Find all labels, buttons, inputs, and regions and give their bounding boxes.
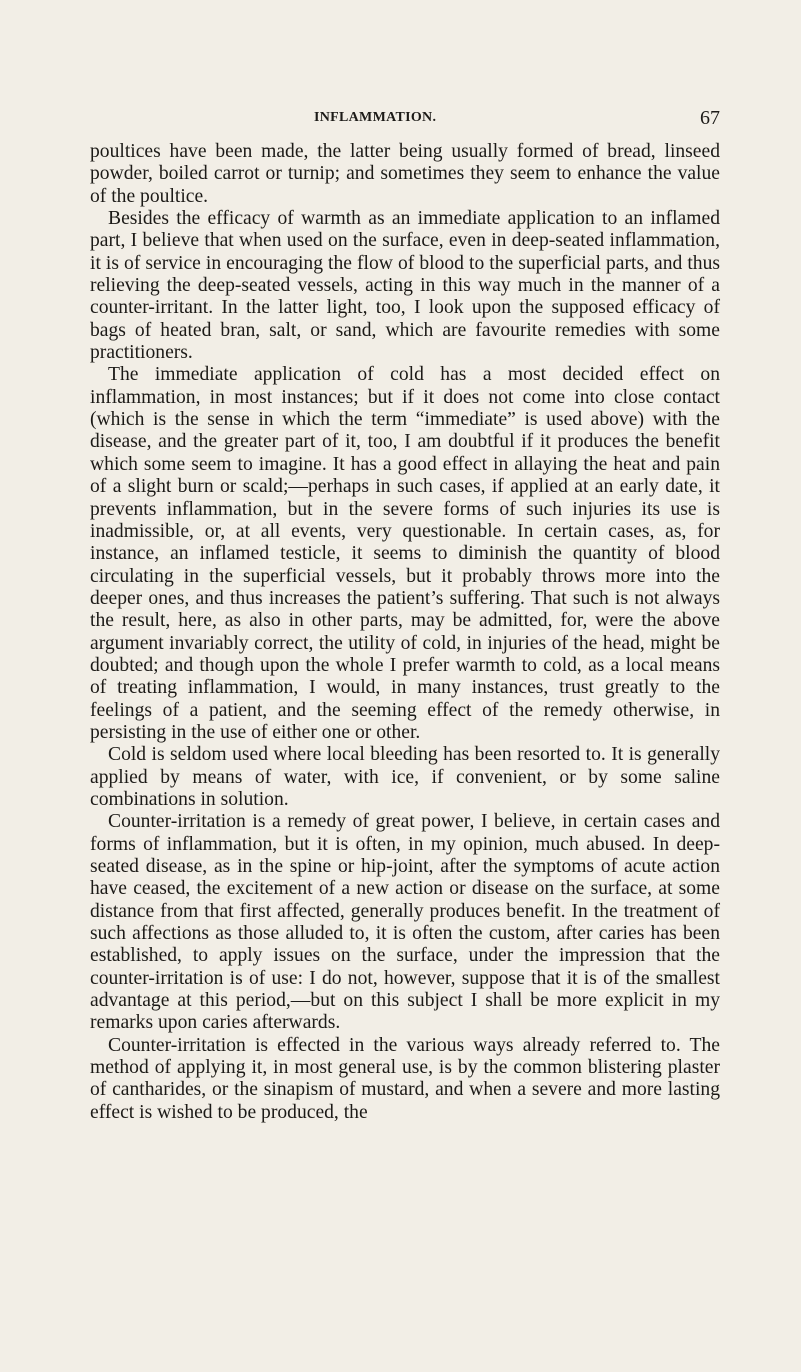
paragraph: The immediate application of cold has a most decided effect on inflammation, in most instances; but if it does not come into close contact (which is the sense in which the term “immediate” is used above) with the disease, and the greater part of it, too, I am doubtful if it produces the benefit which some seem to imagine. It has a good effect in allaying the heat and pain of a slight burn or scald;—perhaps in such cases, if applied at an early date, it prevents inflammation, but in the severe forms of such injuries its use is inadmissible, or, at all events, very questionable. In certain cases, as, for instance, an inflamed testicle, it seems to diminish the quantity of blood circulating in the superficial vessels, but it probably throws more into the deeper ones, and thus increases the patient’s suffering. That such is not always the result, here, as also in other parts, may be admitted, for, were the above argument invariably correct, the utility of cold, in injuries of the head, might be doubted; and though upon the whole I prefer warmth to cold, as a local means of treating inflammation, I would, in many instances, trust greatly to the feelings of a patient, and the seeming effect of the remedy otherwise, in persisting in the use of either one or other. [90, 364, 720, 743]
page-header [90, 107, 720, 134]
body-text [90, 141, 720, 1124]
paragraph: Cold is seldom used where local bleeding has been resorted to. It is generally applied by means of water, with ice, if convenient, or by some saline combinations in solution. [90, 744, 720, 810]
paragraph: Counter-irritation is effected in the various ways already referred to. The method of applying it, in most general use, is by the common blistering plaster of cantharides, or the sinapism of mustard, and when a severe and more lasting effect is wished to be produced, the [90, 1034, 720, 1123]
running-head: INFLAMMATION. [314, 110, 437, 125]
paragraph: Besides the efficacy of warmth as an immediate application to an inflamed part, I believe that when used on the surface, even in deep-seated inflammation, it is of service in encouraging the flow of blood to the superficial parts, and thus relieving the deep-seated vessels, acting in this way much in the manner of a counter-irritant. In the latter light, too, I look upon the supposed efficacy of bags of heated bran, salt, or sand, which are favourite remedies with some practitioners. [90, 208, 720, 364]
paragraph: poultices have been made, the latter being usually formed of bread, linseed powder, boiled carrot or turnip; and sometimes they seem to enhance the value of the poultice. [90, 141, 720, 207]
paragraph: Counter-irritation is a remedy of great power, I believe, in certain cases and forms of inflammation, but it is often, in my opinion, much abused. In deep-seated disease, as in the spine or hip-joint, after the symptoms of acute action have ceased, the excitement of a new action or disease on the surface, at some distance from that first affected, generally produces benefit. In the treatment of such affections as those alluded to, it is often the custom, after caries has been established, to apply issues on the surface, under the impression that the counter-irritation is of use: I do not, however, suppose that it is of the smallest advantage at this period,—but on this subject I shall be more explicit in my remarks upon caries afterwards. [90, 811, 720, 1034]
page-number: 67 [700, 107, 720, 129]
